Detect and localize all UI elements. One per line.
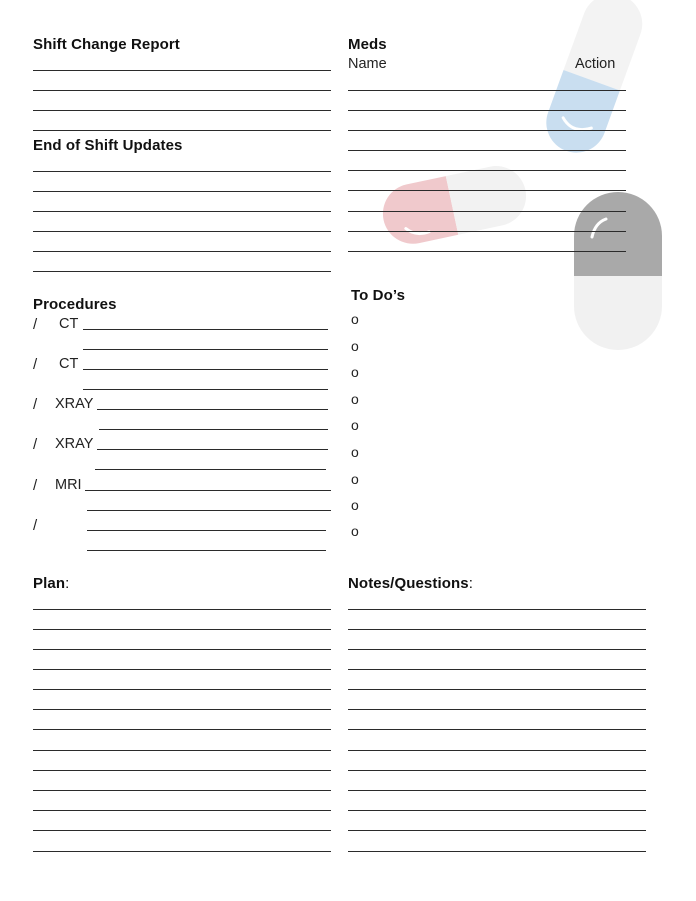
todo-checkbox[interactable]: o: [351, 311, 359, 327]
procedure-label: CT: [59, 316, 79, 332]
todo-checkbox[interactable]: o: [351, 444, 359, 460]
write-line[interactable]: [348, 851, 646, 852]
write-line[interactable]: [348, 609, 646, 610]
write-line[interactable]: [33, 709, 331, 710]
procedure-line[interactable]: [99, 429, 328, 430]
procedure-line[interactable]: [95, 469, 326, 470]
procedure-line[interactable]: [83, 349, 328, 350]
write-line[interactable]: [33, 609, 331, 610]
write-line[interactable]: [33, 729, 331, 730]
write-line[interactable]: [33, 251, 331, 252]
plan-title-text: Plan: [33, 575, 66, 592]
pill-blue-decoration: [520, 0, 660, 170]
notes-title-colon: :: [468, 575, 473, 592]
write-line[interactable]: [348, 689, 646, 690]
procedure-line[interactable]: [85, 490, 331, 491]
write-line[interactable]: [348, 790, 646, 791]
procedure-label: MRI: [55, 477, 82, 493]
procedure-line[interactable]: [87, 510, 331, 511]
procedure-line[interactable]: [97, 449, 328, 450]
plan-title-colon: :: [65, 575, 70, 592]
todo-checkbox[interactable]: o: [351, 364, 359, 380]
write-line[interactable]: [33, 110, 331, 111]
write-line[interactable]: [348, 150, 626, 151]
meds-title: Meds: [348, 36, 387, 53]
procedure-line[interactable]: [83, 369, 328, 370]
procedure-check-mark: /: [33, 436, 38, 453]
write-line[interactable]: [348, 90, 626, 91]
procedure-label: CT: [59, 356, 79, 372]
write-line[interactable]: [33, 90, 331, 91]
todo-checkbox[interactable]: o: [351, 338, 359, 354]
todos-title: To Do’s: [351, 287, 406, 304]
write-line[interactable]: [348, 170, 626, 171]
procedure-check-mark: /: [33, 517, 38, 534]
write-line[interactable]: [33, 851, 331, 852]
write-line[interactable]: [348, 251, 626, 252]
write-line[interactable]: [348, 190, 626, 191]
todo-checkbox[interactable]: o: [351, 471, 359, 487]
write-line[interactable]: [33, 689, 331, 690]
write-line[interactable]: [348, 211, 626, 212]
write-line[interactable]: [33, 770, 331, 771]
procedure-check-mark: /: [33, 356, 38, 373]
procedure-check-mark: /: [33, 316, 38, 333]
write-line[interactable]: [33, 171, 331, 172]
shift-change-title: Shift Change Report: [33, 36, 180, 53]
write-line[interactable]: [348, 629, 646, 630]
todo-checkbox[interactable]: o: [351, 391, 359, 407]
write-line[interactable]: [348, 231, 626, 232]
procedure-label: XRAY: [55, 396, 94, 412]
procedure-label: XRAY: [55, 436, 94, 452]
write-line[interactable]: [348, 709, 646, 710]
plan-title: [33, 575, 69, 592]
procedure-line[interactable]: [97, 409, 328, 410]
todo-checkbox[interactable]: o: [351, 523, 359, 539]
pill-red-decoration: [372, 150, 537, 260]
procedure-line[interactable]: [87, 550, 326, 551]
write-line[interactable]: [348, 649, 646, 650]
write-line[interactable]: [33, 191, 331, 192]
write-line[interactable]: [348, 810, 646, 811]
write-line[interactable]: [33, 70, 331, 71]
procedure-line[interactable]: [83, 329, 328, 330]
procedure-check-mark: /: [33, 396, 38, 413]
write-line[interactable]: [33, 649, 331, 650]
write-line[interactable]: [33, 231, 331, 232]
write-line[interactable]: [348, 830, 646, 831]
write-line[interactable]: [33, 830, 331, 831]
pill-gray-decoration: [572, 192, 672, 352]
write-line[interactable]: [33, 790, 331, 791]
write-line[interactable]: [348, 729, 646, 730]
todo-checkbox[interactable]: o: [351, 417, 359, 433]
write-line[interactable]: [348, 130, 626, 131]
end-of-shift-title: End of Shift Updates: [33, 137, 183, 154]
meds-name-column: Name: [348, 56, 387, 72]
procedure-check-mark: /: [33, 477, 38, 494]
write-line[interactable]: [33, 271, 331, 272]
write-line[interactable]: [33, 810, 331, 811]
write-line[interactable]: [33, 669, 331, 670]
procedures-title: Procedures: [33, 296, 117, 313]
write-line[interactable]: [348, 669, 646, 670]
write-line[interactable]: [33, 130, 331, 131]
procedure-line[interactable]: [87, 530, 326, 531]
notes-title: [348, 575, 473, 592]
todo-checkbox[interactable]: o: [351, 497, 359, 513]
meds-action-column: Action: [575, 56, 616, 72]
write-line[interactable]: [33, 629, 331, 630]
write-line[interactable]: [33, 750, 331, 751]
write-line[interactable]: [348, 110, 626, 111]
write-line[interactable]: [348, 750, 646, 751]
notes-title-text: Notes/Questions: [348, 575, 469, 592]
write-line[interactable]: [33, 211, 331, 212]
write-line[interactable]: [348, 770, 646, 771]
procedure-line[interactable]: [83, 389, 328, 390]
